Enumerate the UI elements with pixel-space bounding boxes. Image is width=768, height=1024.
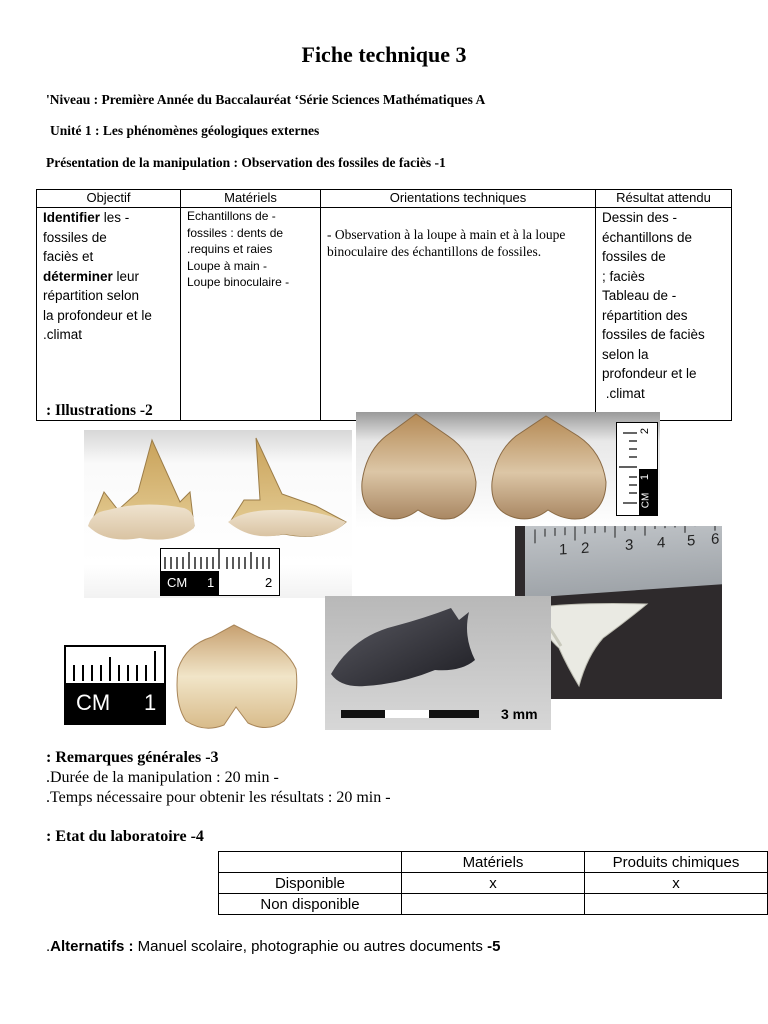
row-label: Disponible [219, 873, 402, 894]
cell-resultat: Dessin des - échantillons de fossiles de ; faciès Tableau de - répartition des fossiles de faciès selon la profondeur et le .climat [596, 208, 732, 421]
header-materiels: Matériels [181, 190, 321, 208]
cell-materiels: Echantillons de - fossiles : dents de .requins et raies Loupe à main - Loupe binoculaire - [181, 208, 321, 421]
broad-tooth-drawing-d [172, 623, 312, 733]
cm-scale-bar-a: CM 1 2 [160, 548, 280, 596]
alternatifs-line: .Alternatifs : Manuel scolaire, photographie ou autres documents -5 [46, 938, 501, 955]
table-row [219, 894, 768, 915]
remarques-line-1: .Durée de la manipulation : 20 min - [46, 769, 279, 786]
niveau-line: 'Niveau : Première Année du Baccalauréat ‘Série Sciences Mathématiques A [46, 92, 486, 107]
objectif-verb-determiner: déterminer [43, 268, 113, 284]
shark-teeth-drawing-b [356, 412, 660, 528]
shark-teeth-photo-a [84, 430, 352, 598]
metal-ruler: 1 2 3 4 5 6 [525, 526, 722, 598]
alternatifs-label: Alternatifs : [50, 938, 134, 955]
cell-objectif: Identifier les - fossiles de faciès et déterminer leur répartition selon la profondeur et le .climat [37, 208, 181, 421]
row-label: Non disponible [219, 894, 402, 915]
cell-materiels: x [402, 873, 585, 894]
cell-produits: x [585, 873, 768, 894]
header-orientations: Orientations techniques [321, 190, 596, 208]
cell-orientations: - Observation à la loupe à main et à la loupe binoculaire des échantillons de fossiles. [321, 208, 596, 421]
etat-heading: : Etat du laboratoire -4 [46, 828, 204, 845]
table-header-row [37, 190, 732, 208]
page-title: Fiche technique 3 [301, 42, 467, 67]
header-materiels: Matériels [402, 852, 585, 873]
illustrations-heading: : Illustrations -2 [46, 402, 153, 419]
dark-tooth-photo-e: 3 mm [325, 596, 551, 730]
table-header-row [219, 852, 768, 873]
tooth-scale-photo-d [48, 623, 312, 733]
lab-state-table [218, 851, 768, 915]
cm-scale-bar-d: CM 1 [64, 645, 166, 725]
table-row [37, 208, 732, 421]
objectif-verb-identifier: Identifier [43, 210, 101, 225]
header-resultat: Résultat attendu [596, 190, 732, 208]
vertical-cm-scale-b: 2 1 CM [616, 422, 658, 516]
cell-materiels [402, 894, 585, 915]
shark-teeth-photo-b [356, 412, 660, 528]
unite-line: Unité 1 : Les phénomènes géologiques externes [50, 123, 320, 138]
header-objectif: Objectif [37, 190, 181, 208]
remarques-line-2: .Temps nécessaire pour obtenir les résultats : 20 min - [46, 789, 391, 806]
presentation-line: Présentation de la manipulation : Observation des fossiles de faciès -1 [46, 155, 446, 170]
table-row [219, 873, 768, 894]
remarques-heading: : Remarques générales -3 [46, 749, 219, 766]
cell-produits [585, 894, 768, 915]
manipulation-table [36, 189, 732, 421]
header-produits: Produits chimiques [585, 852, 768, 873]
alternatifs-number: -5 [487, 938, 501, 955]
